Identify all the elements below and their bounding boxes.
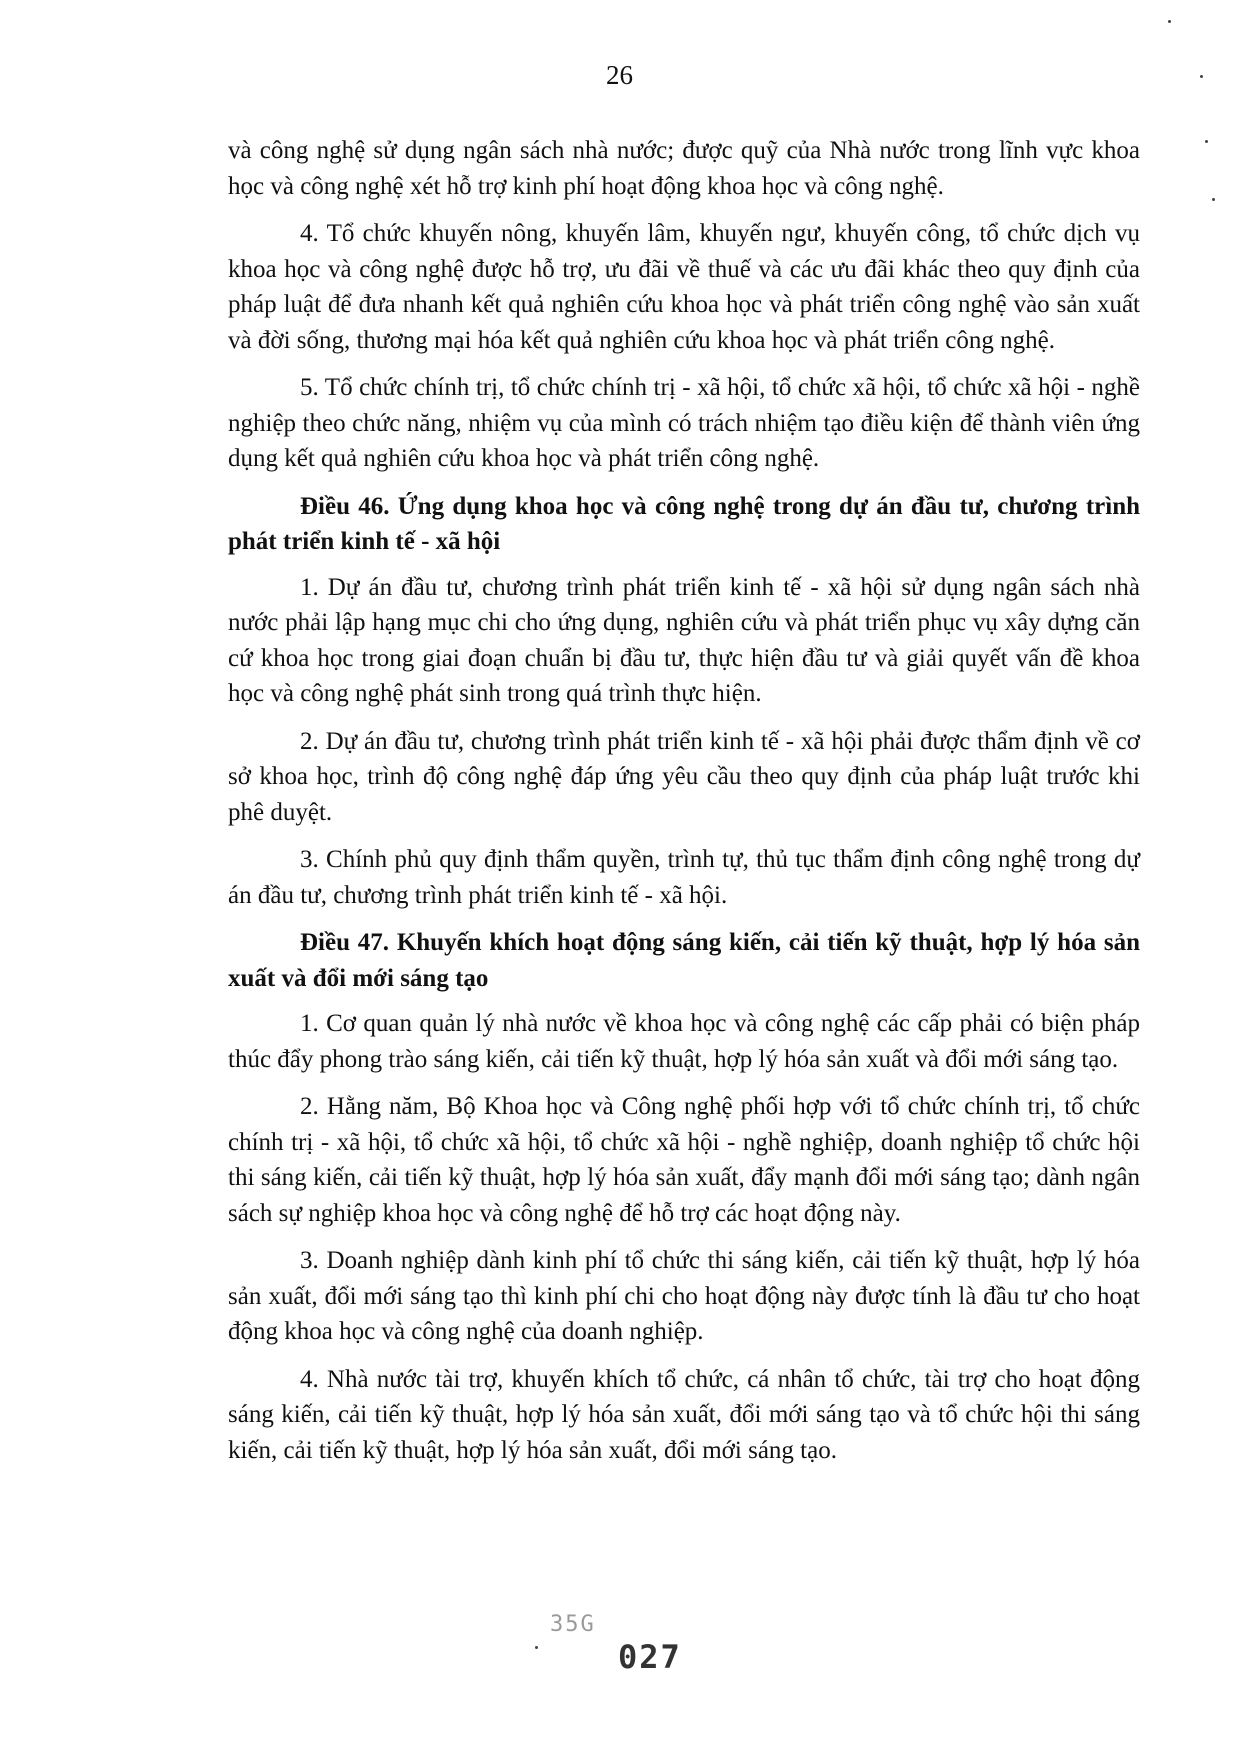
document-body [228,133,1140,1480]
article-46-clause-2: 2. Dự án đầu tư, chương trình phát triển kinh tế - xã hội phải được thẩm định về cơ sở khoa học, trình độ công nghệ đáp ứng yêu cầu theo quy định của pháp luật trước khi phê duyệt. [228,727,1140,826]
scan-speck [1200,75,1203,78]
paragraph-continuation: và công nghệ sử dụng ngân sách nhà nước; được quỹ của Nhà nước trong lĩnh vực khoa học và công nghệ xét hỗ trợ kinh phí hoạt động khoa học và công nghệ. [228,137,1140,200]
article-46-heading: Điều 46. Ứng dụng khoa học và công nghệ trong dự án đầu tư, chương trình phát triển kinh tế - xã hội [228,492,1140,555]
scan-speck [1212,198,1215,201]
scan-speck [1168,20,1171,23]
article-47-clause-4: 4. Nhà nước tài trợ, khuyến khích tổ chức, cá nhân tổ chức, tài trợ cho hoạt động sáng kiến, cải tiến kỹ thuật, hợp lý hóa sản xuất, đổi mới sáng tạo và tổ chức hội thi sáng kiến, cải tiến kỹ thuật, hợp lý hóa sản xuất, đổi mới sáng tạo. [228,1365,1140,1464]
scan-speck [535,1646,538,1649]
article-47-heading: Điều 47. Khuyến khích hoạt động sáng kiến, cải tiến kỹ thuật, hợp lý hóa sản xuất và đổi mới sáng tạo [228,929,1140,992]
paragraph-clause-5: 5. Tổ chức chính trị, tổ chức chính trị - xã hội, tổ chức xã hội, tổ chức xã hội - nghề nghiệp theo chức năng, nhiệm vụ của mình có trách nhiệm tạo điều kiện để thành viên ứng dụng kết quả nghiên cứu khoa học và phát triển công nghệ. [228,374,1140,472]
scan-speck [1205,140,1208,143]
stamp-faint-mark: 35G [550,1612,596,1637]
article-47-clause-1: 1. Cơ quan quản lý nhà nước về khoa học và công nghệ các cấp phải có biện pháp thúc đẩy phong trào sáng kiến, cải tiến kỹ thuật, hợp lý hóa sản xuất và đổi mới sáng tạo. [228,1010,1140,1073]
article-47-clause-3: 3. Doanh nghiệp dành kinh phí tổ chức thi sáng kiến, cải tiến kỹ thuật, hợp lý hóa sản xuất, đổi mới sáng tạo thì kinh phí chi cho hoạt động này được tính là đầu tư cho hoạt động khoa học và công nghệ của doanh nghiệp. [228,1247,1140,1345]
article-46-clause-1: 1. Dự án đầu tư, chương trình phát triển kinh tế - xã hội sử dụng ngân sách nhà nước phải lập hạng mục chi cho ứng dụng, nghiên cứu và phát triển phục vụ xây dựng căn cứ khoa học trong giai đoạn chuẩn bị đầu tư, thực hiện đầu tư và giải quyết vấn đề khoa học và công nghệ phát sinh trong quá trình thực hiện. [228,573,1140,707]
paragraph-clause-4: 4. Tổ chức khuyến nông, khuyến lâm, khuyến ngư, khuyến công, tổ chức dịch vụ khoa học và công nghệ được hỗ trợ, ưu đãi về thuế và các ưu đãi khác theo quy định của pháp luật để đưa nhanh kết quả nghiên cứu khoa học và phát triển công nghệ vào sản xuất và đời sống, thương mại hóa kết quả nghiên cứu khoa học và phát triển công nghệ. [228,220,1140,354]
article-47-clause-2: 2. Hằng năm, Bộ Khoa học và Công nghệ phối hợp với tổ chức chính trị, tổ chức chính trị - xã hội, tổ chức xã hội, tổ chức xã hội - nghề nghiệp, doanh nghiệp tổ chức hội thi sáng kiến, cải tiến kỹ thuật, hợp lý hóa sản xuất, đẩy mạnh đổi mới sáng tạo; dành ngân sách sự nghiệp khoa học và công nghệ để hỗ trợ các hoạt động này. [228,1093,1140,1227]
article-46-clause-3: 3. Chính phủ quy định thẩm quyền, trình tự, thủ tục thẩm định công nghệ trong dự án đầu tư, chương trình phát triển kinh tế - xã hội. [228,846,1140,909]
page-number: 26 [606,60,633,90]
stamp-number: 027 [618,1638,682,1676]
